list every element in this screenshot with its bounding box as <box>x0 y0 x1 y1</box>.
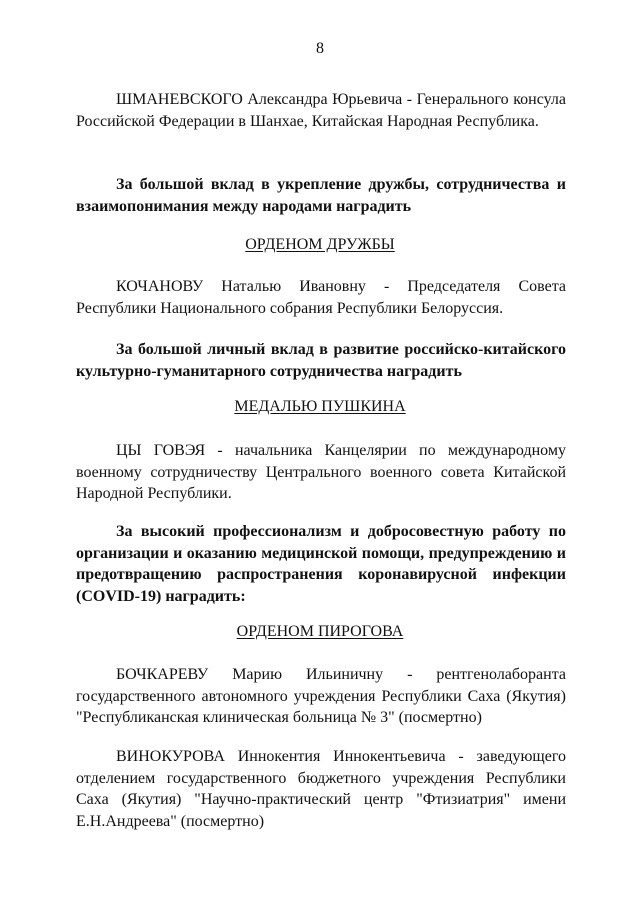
award-heading-pirogov-order: ОРДЕНОМ ПИРОГОВА <box>236 623 404 640</box>
nominee-paragraph-4 <box>76 664 566 729</box>
nominee-text: БОЧКАРЕВУ Марию Ильиничну - рентгенолаборанта государственного автономного учреждения Республики Саха (Якутия) "Республиканская клиническая больница № 3" (посмертно) <box>76 666 566 726</box>
nominee-paragraph-1 <box>76 89 566 132</box>
motive-text: За высокий профессионализм и добросовестную работу по организации и оказанию медицинской помощи, предупреждению и предотвращению распространения коронавирусной инфекции (COVID-19) наградить: <box>76 523 566 605</box>
award-motive-2 <box>76 339 566 382</box>
nominee-text: ЦЫ ГОВЭЯ - начальника Канцелярии по международному военному сотрудничеству Центрального военного совета Китайской Народной Республики. <box>76 442 566 502</box>
nominee-text: ВИНОКУРОВА Иннокентия Иннокентьевича - заведующего отделением государственного бюджетного учреждения Республики Саха (Якутия) "Научно-практический центр "Фтизиатрия" имени Е.Н.Андреева" (посмертно) <box>76 748 566 830</box>
nominee-paragraph-5 <box>76 746 566 832</box>
nominee-text: ШМАНЕВСКОГО Александра Юрьевича - Генерального консула Российской Федерации в Шанхае, Китайская Народная Республика. <box>76 91 566 130</box>
motive-text: За большой вклад в укрепление дружбы, сотрудничества и взаимопонимания между народами наградить <box>76 176 566 215</box>
award-heading-order-of-friendship: ОРДЕНОМ ДРУЖБЫ <box>245 236 395 253</box>
page-number: 8 <box>316 40 324 57</box>
award-motive-1 <box>76 174 566 217</box>
award-motive-3 <box>76 521 566 607</box>
award-heading-pushkin-medal: МЕДАЛЬЮ ПУШКИНА <box>234 398 406 415</box>
nominee-paragraph-2 <box>76 276 566 319</box>
nominee-paragraph-3 <box>76 440 566 505</box>
nominee-text: КОЧАНОВУ Наталью Ивановну - Председателя Совета Республики Национального собрания Республики Белоруссия. <box>76 278 566 317</box>
motive-text: За большой личный вклад в развитие российско-китайского культурно-гуманитарного сотрудничества наградить <box>76 341 566 380</box>
